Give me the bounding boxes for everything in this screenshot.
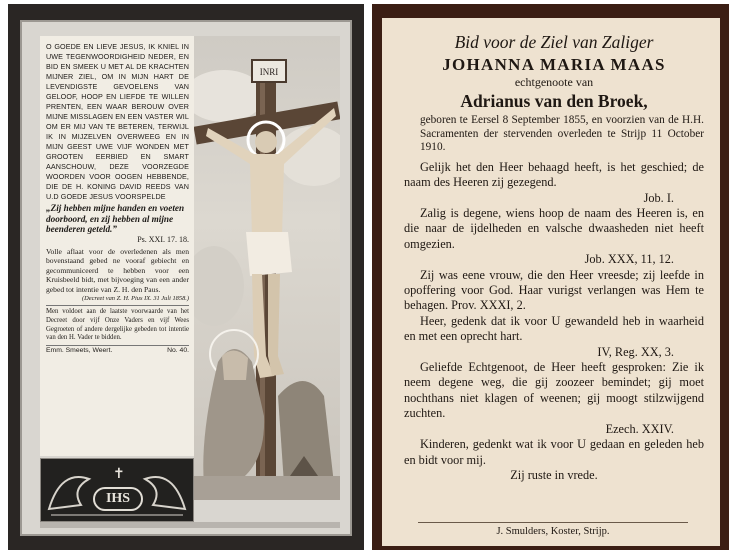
verse-reference: Ezech. XXIV. [605,421,674,436]
crucifix-illustration [194,36,340,500]
bottom-border-strip [40,522,340,528]
spouse-label: echtgenoote van [514,75,594,89]
prayer-text: O GOEDE EN LIEVE JESUS, IK KNIEL IN UWE TEGENWOORDIGHEID NEDER, EN BID EN SMEEK U MET AL DE KRACHTEN MIJNER ZIEL, OM IN MIJN HART DE LEVENDIGSTE GEVOELENS VAN GELOOF, HOOP EN LIEFDE TE WILLEN PRENTEN, EEN WAAR BEROUW OVER MIJNE MISSLAGEN EN EEN VASTER WIL OM ER MIJ VAN TE BETEREN, TERWIJL IK IN MIJZELVEN OVERWEEG EN IN MIJN GEEST UWE VIJF WONDEN MET GROOTEN EERBIED EN SMART AANSCHOUW, DEZE VOORZEGDE WOORDEN VOOR OOGEN HEBBENDE, DIE DE H. KONING DAVID REEDS VAN U.D GOEDE JESUS VOORSPELDE [46,42,189,201]
printer-row [46,345,189,354]
right-memorial-card [372,4,729,550]
decree-text: (Decreet van Z. H. Pius IX. 31 Juli 1858.) [82,295,189,303]
biography-text: geboren te Eersel 8 September 1855, en voorzien van de H.H. Sacramenten der stervenden overleden te Strijp 11 October 1910. [420,114,704,154]
verse-text: Gelijk het den Heer behaagd heeft, is het geschied; de naam des Heeren zij gezegend. [404,159,704,190]
verse-reference: IV, Reg. XX, 3. [597,344,674,359]
verse-reference: Job. XXX, 11, 12. [584,252,674,267]
ihs-monogram: IHS [93,487,143,511]
decree-note: Men voldoet aan de laatste voorwaarde van het Decreet door vijf Onze Vaders en vijf Wees Gegroeten of andere dergelijke gebeden tot intentie van den H. Vader te bidden. [46,305,189,342]
card-number: No. 40. [167,346,189,354]
left-card-inner-frame [20,20,352,536]
verses-list [404,160,704,484]
cross-icon: ✝ [113,467,125,482]
indulgence-text: Volle aflaat voor de overledenen als men bovenstaand gebed ne vooraf gebiecht en gecommuniceerd te hebben voor een Kruisbeeld bidt, met bijvoeging van een ander gebed tot intentie van Z. H. den Paus. [46,246,189,294]
verse-text: Heer, gedenk dat ik voor U gewandeld heb in waarheid en met een oprecht hart. [404,313,704,344]
verse-text: Zalig is degene, wiens hoop de naam des Heeren is, en die naar de ijdelheden en valsche dwaasheden niet heeft omgezien. [404,206,704,251]
inri-plaque-text: INRI [259,67,279,77]
spouse-name: Adrianus van den Broek, [460,91,648,111]
verse-reference: Job. I. [643,190,674,205]
verse-text: Kinderen, gedenkt wat ik voor U gedaan en geleden heb en bidt voor mij. [404,437,704,467]
card-heading: Bid voor de Ziel van Zaliger [454,32,654,52]
left-memorial-card [8,4,364,550]
verse-text: Geliefde Echtgenoot, de Heer heeft gesproken: Zie ik neem degene weg, die gij zoozeer bemindet; gij moet nochthans niet klagen of weenen; gij moogt stilzwijgend zuchten. [404,360,704,421]
printer-credit: J. Smulders, Koster, Strijp. [418,522,688,537]
verse-text: Zij was eene vrouw, die den Heer vreesde; zij leefde in opoffering voor God. Haar vurigst verlangen was Hem te behagen. Prov. XXXI, 2. [404,267,704,313]
crucifix-drawing [194,36,340,500]
closing-line: Zij ruste in vrede. [510,467,598,482]
psalm-quote: „Zij hebben mijne handen en voeten doorboord, en zij hebben al mijne beenderen geteld.” [46,203,185,234]
printer-name: Emm. Smeets, Weert. [46,346,113,354]
psalm-reference: Ps. XXI. 17. 18. [137,234,189,244]
right-card-inner [382,18,720,546]
prayer-panel [40,36,194,456]
deceased-name: JOHANNA MARIA MAAS [442,55,666,74]
ihs-emblem-panel [40,458,194,522]
